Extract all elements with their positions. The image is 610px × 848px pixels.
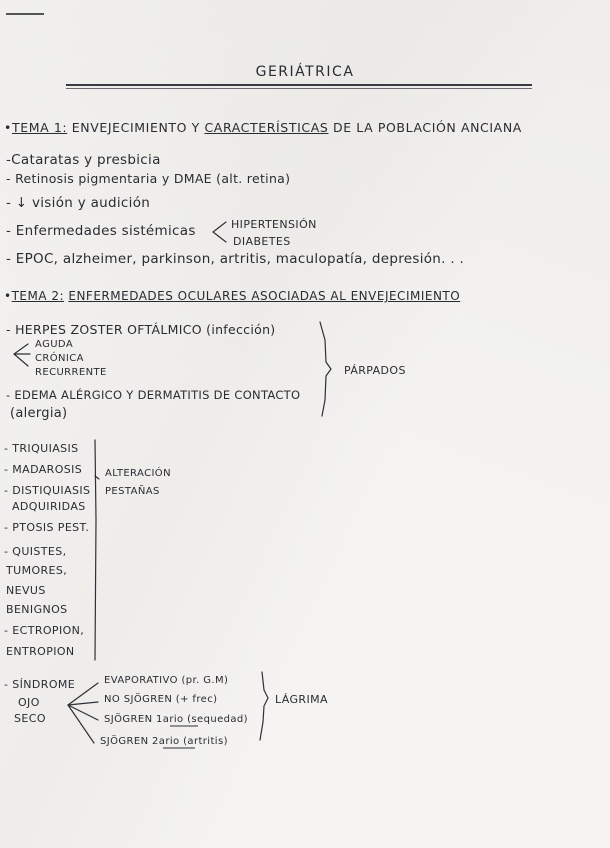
dry-arrow-4 (68, 705, 94, 743)
tema1-label: TEMA 1: (11, 120, 68, 135)
lid-nevus: NEVUS (6, 584, 46, 597)
lid-quistes: - QUISTES, (4, 545, 67, 558)
tema1-item-sistemicas: - Enfermedades sistémicas (6, 223, 196, 239)
tema1-item-cataratas: -Cataratas y presbicia (6, 152, 161, 168)
lid-distiquiasis: - DISTIQUIASIS (4, 484, 91, 497)
lagrima-bracket (260, 672, 268, 740)
edema-alergia: (alergia) (10, 406, 68, 421)
page-title: GERIÁTRICA (255, 64, 355, 80)
dry-evaporativo: EVAPORATIVO (pr. G.M) (104, 675, 229, 686)
lagrima-label: LÁGRIMA (275, 693, 328, 706)
tema1-item-vision: - ↓ visión y audición (6, 195, 151, 211)
edema-item: - EDEMA ALÉRGICO Y DERMATITIS DE CONTACTO (6, 388, 301, 402)
dry-sjogren-2: SJÖGREN 2ario (artritis) (100, 736, 228, 747)
tema1-bullet: • (4, 120, 12, 135)
pestanas-label: PESTAÑAS (105, 486, 160, 497)
pestanas-bracket (95, 440, 96, 660)
seco-label: SECO (14, 712, 46, 725)
herpes-item: - HERPES ZOSTER OFTÁLMICO (infección) (6, 322, 276, 337)
parpados-bracket (320, 322, 331, 416)
lid-madarosis: - MADAROSIS (4, 463, 83, 476)
dry-arrow-2 (68, 702, 98, 705)
tema1-part2: Y (191, 120, 200, 135)
systemic-chevron (213, 222, 226, 242)
tema2-title: ENFERMEDADES OCULARES ASOCIADAS AL ENVEJECIMIENTO (68, 289, 461, 303)
tema2-label: TEMA 2: (11, 289, 65, 303)
alteracion-label: ALTERACIÓN (105, 468, 171, 479)
dry-arrow-1 (68, 683, 98, 705)
herpes-recurrente: RECURRENTE (35, 367, 107, 378)
lid-adquiridas: ADQUIRIDAS (12, 500, 86, 513)
lid-ectropion: - ECTROPION, (4, 624, 85, 637)
tema1-item-epoc: - EPOC, alzheimer, parkinson, artritis, maculopatía, depresión. . . (6, 251, 465, 267)
herpes-arrow (14, 344, 30, 366)
systemic-diabetes: DIABETES (233, 235, 291, 248)
lid-ptosis: - PTOSIS PEST. (4, 521, 90, 534)
herpes-cronica: CRÓNICA (35, 353, 84, 364)
tema1-part3: CARACTERÍSTICAS (204, 120, 329, 135)
ojo-label: OJO (18, 696, 40, 709)
dry-no-sjogren: NO SJÖGREN (+ frec) (104, 694, 218, 705)
systemic-hipertension: HIPERTENSIÓN (231, 218, 317, 231)
tema2-bullet: • (4, 289, 12, 303)
lid-triquiasis: - TRIQUIASIS (4, 442, 79, 455)
parpados-label: PÁRPADOS (344, 364, 406, 377)
tema1-part1: ENVEJECIMIENTO (71, 120, 188, 135)
herpes-aguda: AGUDA (35, 339, 74, 350)
sindrome-label: - SÍNDROME (4, 678, 76, 691)
tema1-part4: DE LA POBLACIÓN ANCIANA (332, 120, 522, 135)
dry-sjogren-1: SJÖGREN 1ario (sequedad) (104, 714, 248, 725)
lid-benignos: BENIGNOS (6, 603, 68, 616)
lid-tumores: TUMORES, (6, 564, 68, 577)
tema1-item-retinosis: - Retinosis pigmentaria y DMAE (alt. retina) (6, 171, 291, 186)
lid-entropion: ENTROPION (6, 645, 75, 658)
